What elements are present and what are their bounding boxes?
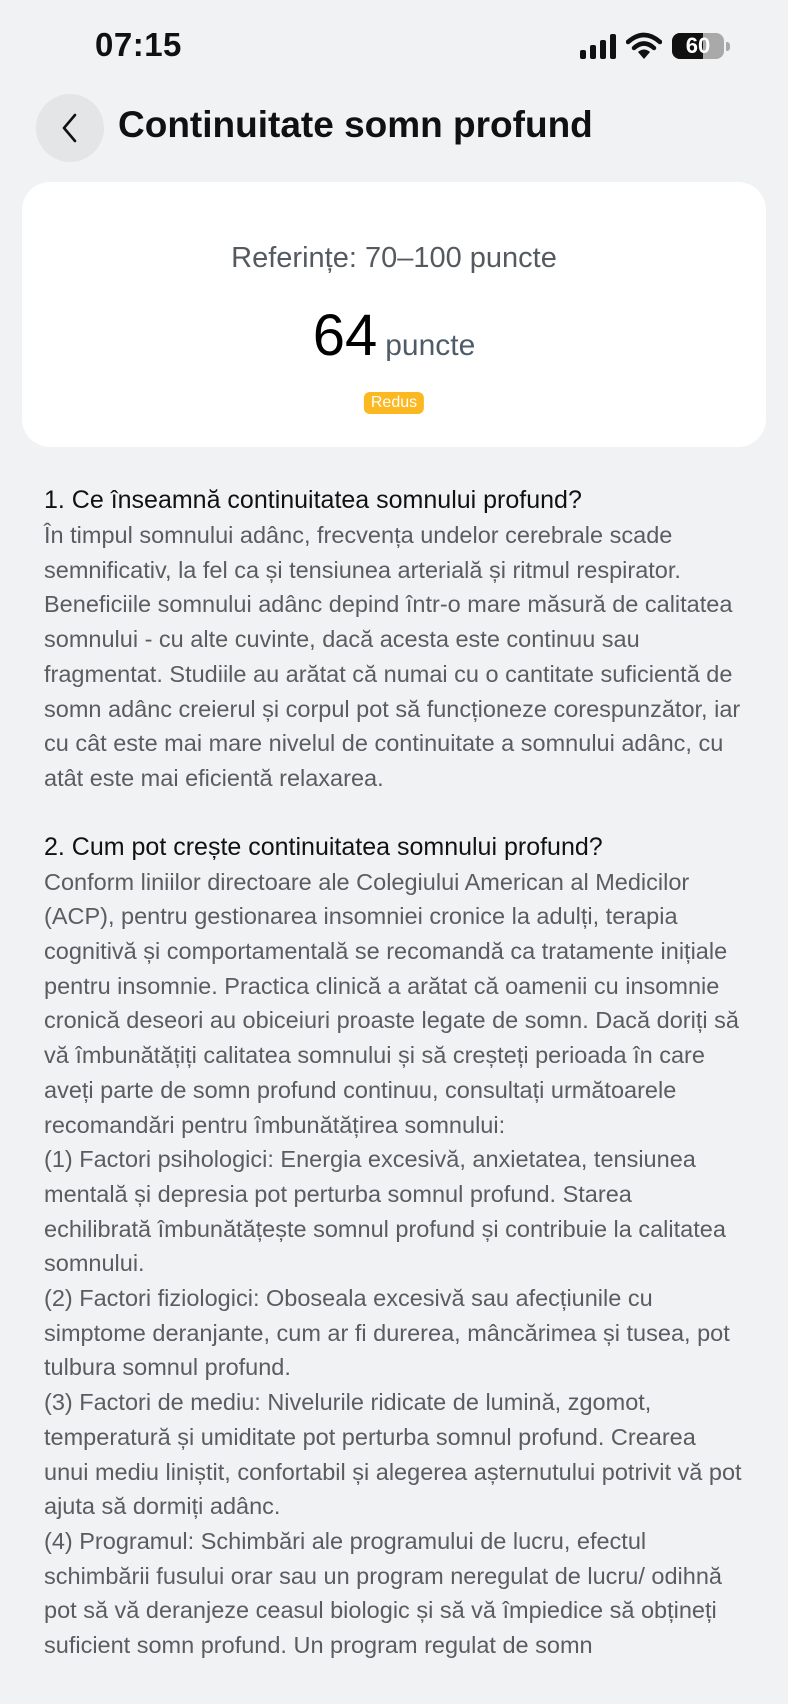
paragraph: În timpul somnului adânc, frecvența undelor cerebrale scade semnificativ, la fel ca și tensiunea arterială și ritmul respirator. Beneficiile somnului adânc depind într-o mare măsură de calitatea somnului - cu alte cuvinte, dacă acesta este continuu sau fragmentat. Studiile au arătat că numai cu o cantitate suficientă de somn adânc creierul și corpul pot să funcționeze corespunzător, iar cu cât este mai mare nivelul de continuitate a somnului adânc, cu atât este mai eficientă relaxarea. [44,522,741,791]
paragraph: Conform liniilor directoare ale Colegiului American al Medicilor (ACP), pentru gestionarea insomniei cronice la adulți, terapia cognitivă și comportamentală se recomandă ca tratamente inițiale pentru insomnie. Practica clinică a arătat că oamenii cu insomnie cronică deseori au obiceiuri proaste legate de somn. Dacă doriți să vă îmbunătățiți calitatea somnului și să creșteți perioada în care aveți parte de somn profund continuu, consultați următoarele recomandări pentru îmbunătățirea somnului: [44,868,739,1138]
status-bar [0,0,788,90]
chevron-left-icon [60,112,80,144]
status-icons [580,32,730,60]
page-title: Continuitate somn profund [118,104,593,145]
section-title: 2. Cum pot crește continuitatea somnului profund? [44,832,603,861]
back-button[interactable] [36,94,104,162]
score-card [22,182,766,447]
battery-text: 60 [685,33,711,58]
list-item: (1) Factori psihologici: Energia excesivă, anxietatea, tensiunea mentală și depresia pot perturba somnul profund. Starea echilibrată îmbunătățește somnul profund și contribuie la calitatea somnului. [44,1146,726,1277]
battery-icon [672,33,730,59]
list-item: (3) Factori de mediu: Nivelurile ridicate de lumină, zgomot, temperatură și umiditate pot perturba somnul profund. Crearea unui mediu liniștit, confortabil și alegerea așternutului potrivit vă pot ajuta să dormiți adânc. [44,1389,742,1520]
score-unit: puncte [385,329,476,362]
section-what-is [44,483,744,796]
score-row [22,302,766,369]
score-value: 64 [312,303,378,368]
article [44,483,744,1697]
list-item: (4) Programul: Schimbări ale programului de lucru, efectul schimbării fusului orar sau un program neregulat de lucru/ odihnă pot să vă deranjeze ceasul biologic și să vă împiedice să obțineți suficient somn profund. Un program regulat de somn [44,1527,722,1659]
status-time: 07:15 [95,26,182,63]
section-how-to-improve [44,830,744,1663]
header [0,94,788,162]
reference-range: Referințe: 70–100 puncte [231,242,557,274]
signal-icon [580,33,616,59]
status-badge: Redus [364,392,424,414]
list-item: (2) Factori fiziologici: Oboseala excesivă sau afecțiunile cu simptome deranjante, cum ar fi durerea, mâncărimea și tusea, pot tulbura somnul profund. [44,1285,730,1381]
wifi-icon [626,32,662,60]
section-title: 1. Ce înseamnă continuitatea somnului profund? [44,486,582,514]
